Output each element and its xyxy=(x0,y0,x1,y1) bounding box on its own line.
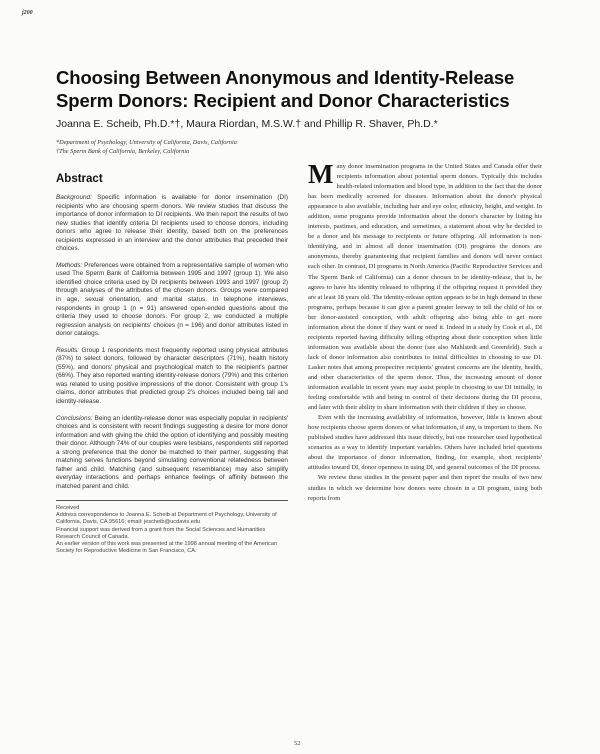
abstract-background xyxy=(56,194,288,254)
affiliation-1: *Department of Psychology, University of California, Davis, California xyxy=(56,139,237,146)
left-column xyxy=(56,172,288,556)
page-number: 52 xyxy=(294,740,301,747)
abstract-methods xyxy=(56,262,288,339)
abstract-text-background: Specific information is available for donor insemination (DI) recipients who are choosing sperm donors. We review studies that discuss the importance of donor information to DI recipients. We then report the results of two new studies that identify criteria DI recipients used to choose donors, including donors who agree to release their identity, based both on the preferences recipients expressed in an interview and the donor attributes that preceded their choices. xyxy=(56,194,288,253)
note-correspondence: Address correspondence to Joanna E. Scheib at Department of Psychology, University of California, Davis, CA 95616; email: jescheib@ucdavis.edu xyxy=(56,512,277,525)
abstract-conclusions xyxy=(56,415,288,492)
abstract-label-conclusions: Conclusions: xyxy=(56,414,93,422)
abstract-label-results: Results: xyxy=(56,346,80,354)
abstract-results xyxy=(56,347,288,407)
abstract-text-methods: Preferences were obtained from a representative sample of women who used The Sperm Bank of California between 1995 and 1997 (group 1). We also identified choice criteria used by DI recipients between 1993 and 1997 (group 2) through analyses of the attributes of the chosen donors. Groups were compared in age, sexual orientation, and marital status. In telephone interviews, respondents in group 1 (n = 91) answered open-ended questions about the criteria they used to choose donors. For group 2, we conducted a multiple regression analysis on recipients' choices (n = 196) and donor attributes listed in donor catalogs. xyxy=(56,261,288,338)
note-presentation: An earlier version of this work was presented at the 1998 annual meeting of the American Society for Reproductive Medicine in San Francisco, CA. xyxy=(56,541,278,554)
abstract-text-results: Group 1 respondents most frequently reported using physical attributes (87%) to select donors, followed by character descriptors (71%), health history (55%), and donors' physical and psychological match to the recipient's partner (66%). They also reported wanting identity-release donors (79%) and this criterion was related to using positive impressions of the donor. Consistent with group 1's claims, donor attributes that predicted group 2's choices included being tall and identity-release. xyxy=(56,346,288,406)
body-paragraph-2: Even with the increasing availability of information, however, little is known about how recipients choose sperm donors or what information, if any, is important to them. No published studies have addressed this issue directly, but one researcher used hypothetical scenarios as a way to identify important variables. Others have included brief questions about the importance of donor information, finding, for example, short recipients' attitudes toward DI, donor openness in using DI, and general outcomes of the DI process. xyxy=(308,414,542,472)
affiliation-2: †The Sperm Bank of California, Berkeley, California xyxy=(56,148,190,155)
footnotes xyxy=(56,505,288,556)
abstract-label-methods: Methods: xyxy=(56,261,83,269)
right-column xyxy=(308,159,542,504)
drop-cap: M xyxy=(308,159,334,189)
note-funding: Financial support was derived from a grant from the Social Sciences and Humanities Research Council of Canada. xyxy=(56,526,266,540)
body-paragraph-1-text: any donor insemination programs in the United States and Canada offer their recipients information about potential sperm donors. Typically this includes health-related information and blood type, in addition to the fact that the donor has been medically screened for diseases. Information about the donor's physical appearance is also available, including hair and eye color, ethnicity, height, and weight. In addition, some programs provide information about the donor's character by listing his interests, pastimes, and education, and sometimes, a statement about why he decided to be a donor and his message to recipients or future offspring. All information is non-identifying, and in almost all donor insemination (DI) programs the donors are anonymous, thereby guaranteeing that recipient families and donors will never contact each other. In contrast, DI programs in North America (Pacific Reproductive Services and The Sperm Bank of California) can a donor chooses to be identity-release, that is, he agrees to have his identity released to offspring if the offspring request it provided they are at least 18 years old. The identity-release option appears to be in high demand in these programs, perhaps because it can give a parent greater leeway to tell the child of his or her donor-assisted conception, with adult offspring also being able to get more information about the donor if they want or need it. Indeed in a study by Cook et al., DI recipients reported having difficulty telling offspring about their conception when little information was available about the donor (see also Mahlstedt and Greenfeld). Such a lack of donor information also contributes to initial difficulties in choosing to use DI. Lasker notes that among prospective recipients' greatest concerns are the identity, health, and other characteristics of the sperm donor. Thus, the increasing amount of donor information available in recent years may assist people in choosing to use DI initially, in feeling comfortable with and being in control of their decisions during the DI process, and later with their ability to share information with their children if they so choose. xyxy=(308,163,542,412)
journal-mark: j200 xyxy=(22,10,33,16)
abstract-heading: Abstract xyxy=(56,173,103,185)
abstract-text-conclusions: Being an identity-release donor was especially popular in recipients' choices and is consistent with recent findings suggesting a desire for more donor information and with giving the child the option of identifying and possibly meeting their donor. Although 74% of our couples were lesbians, respondents still reported a strong preference that the donor be matched to their partner, suggesting that matching serves functions beyond simulating conventional relatedness between father and child. Matching (and subsequent resemblance) may also simplify everyday interactions and perhaps enhance feelings of affinity between the matched parent and child. xyxy=(56,414,288,490)
body-paragraph-1 xyxy=(308,159,542,413)
note-received: Received xyxy=(56,504,80,511)
abstract-label-background: Background: xyxy=(56,194,92,201)
body-paragraph-3: We review these studies in the present paper and then report the results of two new studies in which we determine how donors were chosen in a DI program, using both reports from xyxy=(308,474,542,502)
author-line: Joanna E. Scheib, Ph.D.*†, Maura Riordan, M.S.W.† and Phillip R. Shaver, Ph.D.* xyxy=(56,118,438,130)
footnote-divider xyxy=(56,500,288,501)
article-title: Choosing Between Anonymous and Identity-Release Sperm Donors: Recipient and Donor Characteristics xyxy=(56,67,515,111)
